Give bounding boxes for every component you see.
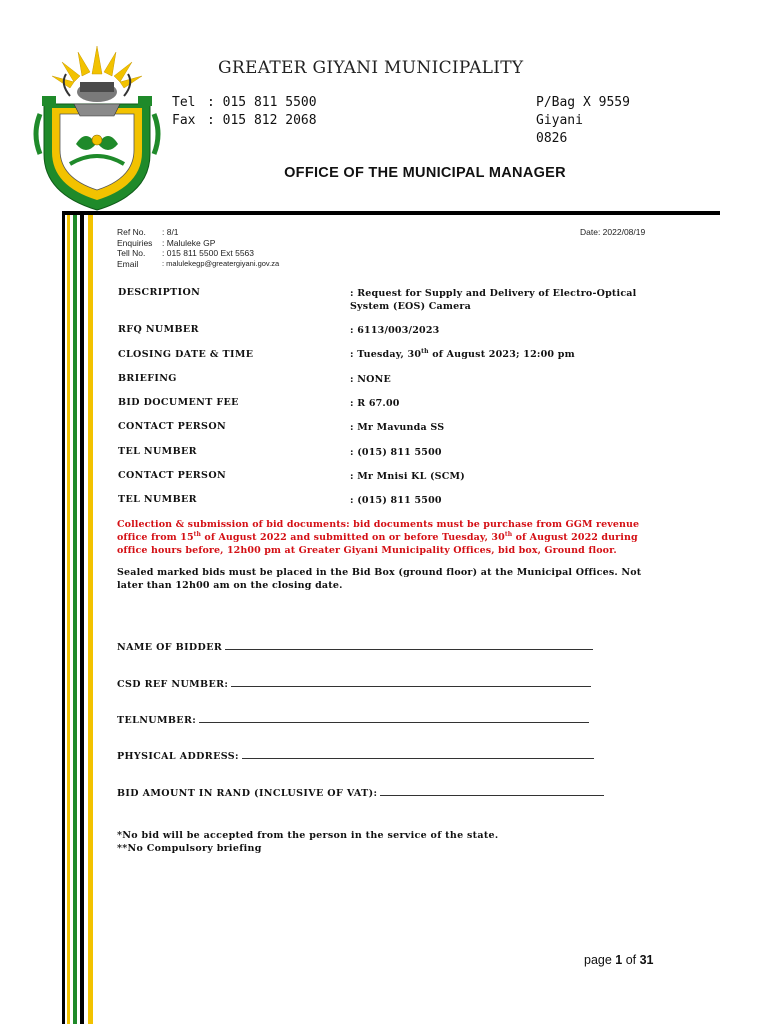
field-bid-amount[interactable] xyxy=(117,786,604,799)
address-line-1: P/Bag X 9559 xyxy=(536,95,630,110)
field-csd-ref[interactable] xyxy=(117,677,591,690)
border-stripe-black-2 xyxy=(80,212,84,1024)
fax-value: : 015 812 2068 xyxy=(207,113,317,128)
page-total: 31 xyxy=(639,953,654,967)
border-stripe-yellow-2 xyxy=(88,212,93,1024)
field-physical-address[interactable] xyxy=(117,749,594,762)
page-of: of xyxy=(622,953,640,967)
row-label-briefing: BRIEFING xyxy=(118,373,177,384)
page-prefix: page xyxy=(584,953,616,967)
office-heading: OFFICE OF THE MUNICIPAL MANAGER xyxy=(284,165,566,181)
page-current: 1 xyxy=(615,953,623,967)
coat-of-arms-logo xyxy=(30,44,164,212)
collection-part-3: of August 2022 during office hours before, 12h00 pm at Greater Giyani Municipality Offices, bid box, Ground floor. xyxy=(117,532,638,556)
ref-value: : 8/1 xyxy=(162,227,179,237)
bid-amount-line[interactable] xyxy=(380,786,604,796)
ref-labels xyxy=(117,227,152,269)
collection-sup-1: th xyxy=(193,530,202,538)
bidder-name-label: NAME OF BIDDER xyxy=(117,642,223,653)
tel-value: : 015 811 5500 xyxy=(207,95,317,110)
row-label-tel-2: TEL NUMBER xyxy=(118,494,197,505)
telnumber-line[interactable] xyxy=(199,713,589,723)
field-telnumber[interactable] xyxy=(117,713,589,726)
footnote-1: *No bid will be accepted from the person in the service of the state. xyxy=(117,830,499,841)
bidder-name-line[interactable] xyxy=(225,640,593,650)
tell-value: : 015 811 5500 Ext 5563 xyxy=(162,248,255,258)
field-bidder-name[interactable] xyxy=(117,640,593,653)
enquiries-label: Enquiries xyxy=(117,237,153,248)
collection-notice xyxy=(117,518,662,557)
closing-day: : Tuesday, 30 xyxy=(350,349,422,360)
description-line-1: : Request for Supply and Delivery of Electro-Optical xyxy=(350,288,637,299)
email-value: : malulekegp@greatergiyani.gov.za xyxy=(162,258,280,268)
row-value-briefing: : NONE xyxy=(350,374,391,385)
collection-part-1: Collection & submission of bid documents: bid documents must be purchase from GGM revenue office from 15 xyxy=(117,519,640,543)
ref-label: Ref No. xyxy=(117,227,146,237)
row-label-closing: CLOSING DATE & TIME xyxy=(118,349,254,360)
tel-label: Tel xyxy=(172,95,196,110)
row-value-rfq: : 6113/003/2023 xyxy=(350,325,440,336)
collection-sup-2: th xyxy=(504,530,513,538)
border-stripe-green xyxy=(73,212,77,1024)
page-number xyxy=(584,953,654,967)
physical-address-line[interactable] xyxy=(242,749,594,759)
sealed-bids-notice: Sealed marked bids must be placed in the Bid Box (ground floor) at the Municipal Offices. Not later than 12h00 am on the closing date. xyxy=(117,567,642,591)
enquiries-value: : Maluleke GP xyxy=(162,237,216,248)
telnumber-label: TELNUMBER: xyxy=(117,715,197,726)
tell-label: Tell No. xyxy=(117,248,146,258)
footnotes xyxy=(117,829,498,855)
row-value-contact-1: : Mr Mavunda SS xyxy=(350,422,445,433)
row-label-description: DESCRIPTION xyxy=(118,287,201,298)
row-label-fee: BID DOCUMENT FEE xyxy=(118,397,239,408)
footnote-2: **No Compulsory briefing xyxy=(117,843,262,854)
email-label: Email xyxy=(117,258,139,269)
collection-part-2: of August 2022 and submitted on or before Tuesday, 30 xyxy=(201,532,505,543)
bid-amount-label: BID AMOUNT IN RAND (INCLUSIVE OF VAT): xyxy=(117,788,378,799)
row-value-fee: : R 67.00 xyxy=(350,398,400,409)
row-label-contact-1: CONTACT PERSON xyxy=(118,421,227,432)
row-value-tel-2: : (015) 811 5500 xyxy=(350,495,442,506)
description-line-2: System (EOS) Camera xyxy=(350,301,471,312)
border-stripe-yellow-1 xyxy=(67,212,70,1024)
row-value-tel-1: : (015) 811 5500 xyxy=(350,447,442,458)
fax-label: Fax xyxy=(172,113,196,128)
address-line-2: Giyani xyxy=(536,113,583,128)
csd-ref-line[interactable] xyxy=(231,677,591,687)
address-line-3: 0826 xyxy=(536,131,568,146)
closing-sup: th xyxy=(421,347,429,355)
municipality-title: GREATER GIYANI MUNICIPALITY xyxy=(218,58,524,78)
physical-address-label: PHYSICAL ADDRESS: xyxy=(117,751,239,762)
row-label-contact-2: CONTACT PERSON xyxy=(118,470,227,481)
row-value-contact-2: : Mr Mnisi KL (SCM) xyxy=(350,471,465,482)
row-value-closing xyxy=(350,348,575,361)
row-value-description xyxy=(350,287,636,313)
row-label-tel-1: TEL NUMBER xyxy=(118,446,197,457)
csd-ref-label: CSD REF NUMBER: xyxy=(117,679,229,690)
ref-values xyxy=(162,227,279,269)
row-label-rfq: RFQ NUMBER xyxy=(118,324,199,335)
closing-rest: of August 2023; 12:00 pm xyxy=(428,349,575,360)
document-date: Date: 2022/08/19 xyxy=(580,227,646,237)
border-stripe-black-1 xyxy=(62,212,65,1024)
